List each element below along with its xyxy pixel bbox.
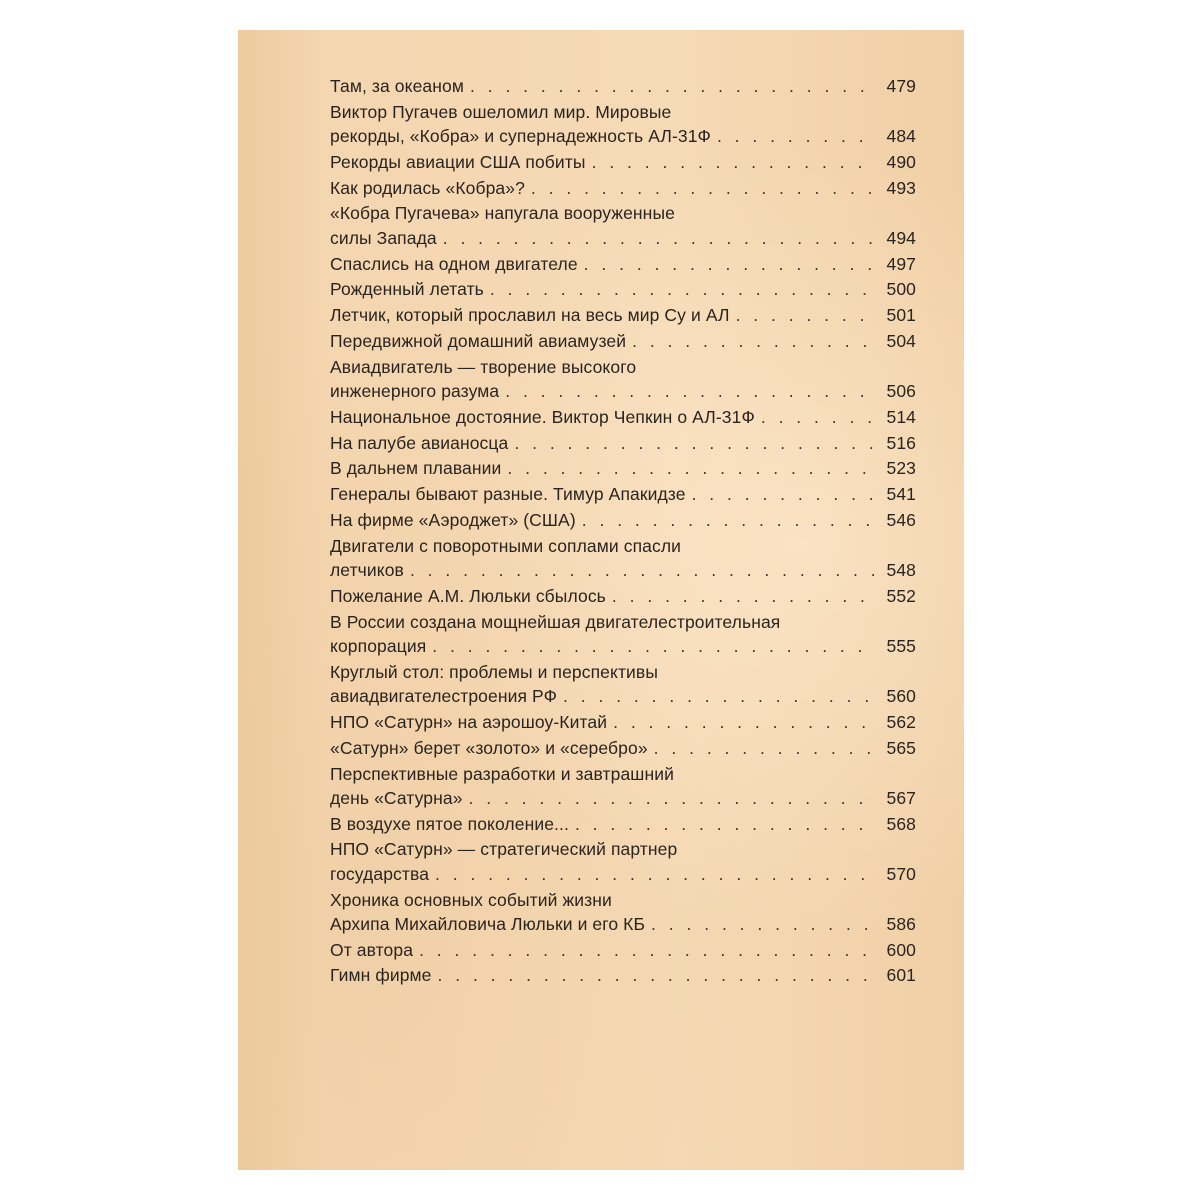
toc-page-number: 586 (886, 913, 916, 934)
toc-entry (330, 837, 916, 886)
toc-entry-title-line: Летчик, который прославил на весь мир Су и АЛ (330, 305, 730, 326)
toc-entry-title-line: В дальнем плавании (330, 458, 502, 479)
toc-entry-title-line: силы Запада (330, 227, 437, 248)
toc-page-number: 493 (886, 177, 916, 198)
dot-leader (632, 329, 876, 353)
toc-entry-title-line: инженерного разума (330, 381, 500, 402)
toc-entry-title-line: государства (330, 863, 430, 884)
toc-entry-title-line: Генералы бывают разные. Тимур Апакидзе (330, 484, 686, 505)
book-page (238, 30, 964, 1170)
toc-page-number: 523 (886, 458, 916, 479)
dot-leader (584, 252, 876, 276)
dot-leader (736, 303, 876, 327)
toc-entry-title-line: В воздухе пятое поколение... (330, 813, 569, 834)
toc-entry (330, 534, 916, 583)
toc-entry-title-line: В России создана мощнейшая двигателестроительная (330, 611, 781, 632)
toc-entry-title-line: Виктор Пугачев ошеломил мир. Мировые (330, 101, 672, 122)
toc-entry (330, 277, 916, 301)
toc-entry (330, 508, 916, 532)
dot-leader (613, 710, 876, 734)
toc-page-number: 568 (886, 813, 916, 834)
toc-page-number: 500 (886, 279, 916, 300)
toc-page-number: 494 (886, 227, 916, 248)
dot-leader (410, 558, 876, 582)
toc-entry-title-line: Авиадвигатель — творение высокого (330, 356, 637, 377)
toc-entry (330, 303, 916, 327)
dot-leader (419, 938, 876, 962)
toc-entry-title-line: «Кобра Пугачева» напугала вооруженные (330, 203, 675, 224)
dot-leader (470, 74, 876, 98)
toc-page-number: 479 (886, 76, 916, 96)
toc-entry-title-line: Спаслись на одном двигателе (330, 253, 578, 274)
toc-entry (330, 150, 916, 174)
toc-entry-title-line: «Сатурн» берет «золото» и «серебро» (330, 737, 648, 758)
dot-leader (651, 912, 876, 936)
table-of-contents (330, 74, 916, 989)
toc-page-number: 506 (886, 381, 916, 402)
toc-entry (330, 74, 916, 98)
toc-entry-title-line: Круглый стол: проблемы и перспективы (330, 661, 659, 682)
dot-leader (514, 431, 876, 455)
toc-entry-title-line: Двигатели с поворотными соплами спасли (330, 535, 682, 556)
toc-entry (330, 431, 916, 455)
toc-page-number: 504 (886, 330, 916, 351)
toc-entry-title-line: От автора (330, 939, 414, 960)
dot-leader (692, 482, 876, 506)
dot-leader (435, 862, 876, 886)
toc-page-number: 567 (886, 787, 916, 808)
toc-page-number: 546 (886, 510, 916, 531)
toc-page-number: 501 (886, 305, 916, 326)
toc-entry-title-line: рекорды, «Кобра» и супернадежность АЛ-31Ф (330, 126, 711, 147)
toc-entry (330, 963, 916, 987)
toc-entry (330, 812, 916, 836)
dot-leader (505, 379, 876, 403)
dot-leader (507, 456, 876, 480)
dot-leader (531, 176, 876, 200)
toc-page-number: 552 (886, 585, 916, 606)
toc-entry-title-line: Пожелание А.М. Люльки сбылось (330, 585, 606, 606)
toc-entry (330, 710, 916, 734)
toc-page-number: 562 (886, 711, 916, 732)
toc-entry-title-line: Передвижной домашний авиамузей (330, 330, 627, 351)
toc-entry-title-line: На палубе авианосца (330, 432, 509, 453)
toc-entry (330, 888, 916, 937)
toc-page-number: 541 (886, 484, 916, 505)
toc-page-number: 490 (886, 151, 916, 172)
toc-page-number: 497 (886, 253, 916, 274)
toc-page-number: 548 (886, 560, 916, 581)
toc-entry (330, 660, 916, 709)
toc-page-number: 601 (886, 965, 916, 986)
toc-entry (330, 456, 916, 480)
toc-entry-title-line: На фирме «Аэроджет» (США) (330, 510, 576, 531)
toc-entry-title-line: НПО «Сатурн» на аэрошоу-Китай (330, 711, 608, 732)
toc-entry (330, 610, 916, 659)
toc-entry-title-line: Перспективные разработки и завтрашний (330, 763, 674, 784)
toc-entry-title-line: авиадвигателестроения РФ (330, 686, 558, 707)
toc-entry-title-line: Рекорды авиации США побиты (330, 151, 586, 172)
dot-leader (438, 963, 877, 987)
dot-leader (432, 634, 876, 658)
dot-leader (592, 150, 876, 174)
toc-entry-title-line: корпорация (330, 636, 427, 657)
toc-entry (330, 762, 916, 811)
toc-entry-title-line: НПО «Сатурн» — стратегический партнер (330, 839, 678, 860)
toc-page-number: 565 (886, 737, 916, 758)
dot-leader (443, 226, 876, 250)
toc-entry (330, 938, 916, 962)
toc-entry (330, 405, 916, 429)
toc-entry (330, 329, 916, 353)
toc-entry (330, 355, 916, 404)
toc-entry-title-line: Национальное достояние. Виктор Чепкин о АЛ-31Ф (330, 406, 755, 427)
toc-page-number: 555 (886, 636, 916, 657)
toc-entry-title-line: Архипа Михайловича Люльки и его КБ (330, 913, 646, 934)
toc-entry-title-line: Как родилась «Кобра»? (330, 177, 525, 198)
toc-entry-title-line: Гимн фирме (330, 965, 432, 986)
toc-page-number: 516 (886, 432, 916, 453)
dot-leader (575, 812, 876, 836)
toc-entry-title-line: Там, за океаном (330, 76, 464, 96)
toc-page-number: 570 (886, 863, 916, 884)
toc-entry-title-line: Хроника основных событий жизни (330, 889, 612, 910)
toc-entry-title-line: Рожденный летать (330, 279, 484, 300)
dot-leader (761, 405, 876, 429)
toc-entry (330, 252, 916, 276)
toc-entry (330, 584, 916, 608)
dot-leader (612, 584, 876, 608)
toc-entry (330, 201, 916, 250)
toc-entry (330, 100, 916, 149)
dot-leader (563, 684, 876, 708)
dot-leader (582, 508, 876, 532)
dot-leader (717, 124, 876, 148)
dot-leader (490, 277, 876, 301)
toc-entry (330, 736, 916, 760)
dot-leader (654, 736, 876, 760)
toc-entry-title-line: день «Сатурна» (330, 787, 463, 808)
toc-entry (330, 176, 916, 200)
toc-page-number: 484 (886, 126, 916, 147)
toc-page-number: 600 (886, 939, 916, 960)
dot-leader (469, 786, 876, 810)
toc-page-number: 514 (886, 406, 916, 427)
toc-entry (330, 482, 916, 506)
toc-entry-title-line: летчиков (330, 560, 404, 581)
toc-page-number: 560 (886, 686, 916, 707)
